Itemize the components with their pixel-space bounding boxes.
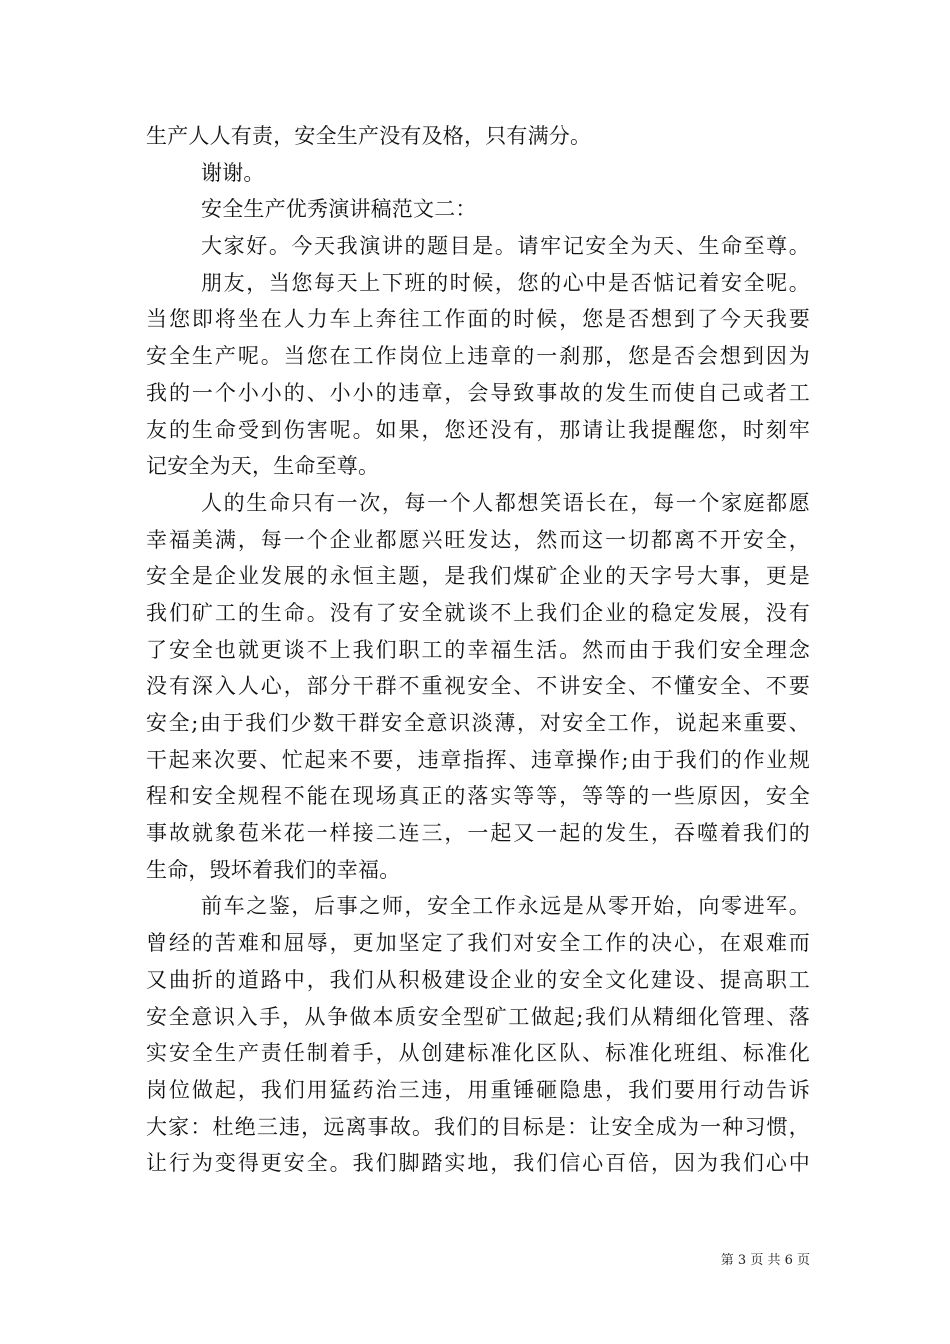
text-line: 实安全生产责任制着手，从创建标准化区队、标准化班组、标准化 [146, 1041, 810, 1066]
text-line: 大家：杜绝三违，远离事故。我们的目标是：让安全成为一种习惯， [146, 1114, 810, 1139]
text-line: 程和安全规程不能在现场真正的落实等等，等等的一些原因，安全 [146, 784, 810, 809]
text-line: 没有深入人心，部分干群不重视安全、不讲安全、不懂安全、不要 [146, 674, 810, 699]
text-line: 人的生命只有一次，每一个人都想笑语长在，每一个家庭都愿 [201, 490, 810, 515]
text-line: 曾经的苦难和屈辱，更加坚定了我们对安全工作的决心，在艰难而 [146, 931, 810, 956]
text-line: 幸福美满，每一个企业都愿兴旺发达，然而这一切都离不开安全， [146, 527, 810, 552]
text-line: 安全生产呢。当您在工作岗位上违章的一刹那，您是否会想到因为 [146, 344, 810, 369]
text-line: 又曲折的道路中，我们从积极建设企业的安全文化建设、提高职工 [146, 967, 810, 992]
text-line: 安全意识入手，从争做本质安全型矿工做起;我们从精细化管理、落 [146, 1004, 810, 1029]
text-line: 事故就象苞米花一样接二连三，一起又一起的发生，吞噬着我们的 [146, 821, 810, 846]
text-line: 让行为变得更安全。我们脚踏实地，我们信心百倍，因为我们心中 [146, 1151, 810, 1176]
document-body [146, 118, 810, 1182]
page-footer [700, 1249, 810, 1268]
text-line: 安全是企业发展的永恒主题，是我们煤矿企业的天字号大事，更是 [146, 564, 810, 589]
text-line: 友的生命受到伤害呢。如果，您还没有，那请让我提醒您，时刻牢 [146, 417, 810, 442]
text-line: 生命，毁坏着我们的幸福。 [146, 857, 401, 882]
text-line: 岗位做起，我们用猛药治三违，用重锤砸隐患，我们要用行动告诉 [146, 1077, 810, 1102]
text-line: 朋友，当您每天上下班的时候，您的心中是否惦记着安全呢。 [201, 270, 810, 295]
text-line: 我们矿工的生命。没有了安全就谈不上我们企业的稳定发展，没有 [146, 600, 810, 625]
text-line: 记安全为天，生命至尊。 [146, 454, 380, 479]
text-line: 生产人人有责，安全生产没有及格，只有满分。 [146, 124, 592, 148]
text-line: 安全生产优秀演讲稿范文二： [201, 197, 477, 222]
text-line: 我的一个小小的、小小的违章，会导致事故的发生而使自己或者工 [146, 380, 810, 405]
text-line: 前车之鉴，后事之师，安全工作永远是从零开始，向零进军。 [201, 894, 810, 919]
page-number: 第 3 页 共 6 页 [720, 1253, 810, 1268]
text-line: 当您即将坐在人力车上奔往工作面的时候，您是否想到了今天我要 [146, 307, 810, 332]
text-line: 干起来次要、忙起来不要，违章指挥、违章操作;由于我们的作业规 [146, 747, 810, 772]
text-line: 大家好。今天我演讲的题目是。请牢记安全为天、生命至尊。 [201, 234, 810, 259]
text-line: 安全;由于我们少数干群安全意识淡薄，对安全工作，说起来重要、 [146, 711, 810, 735]
text-line: 谢谢。 [201, 160, 265, 185]
text-line: 了安全也就更谈不上我们职工的幸福生活。然而由于我们安全理念 [146, 637, 810, 662]
